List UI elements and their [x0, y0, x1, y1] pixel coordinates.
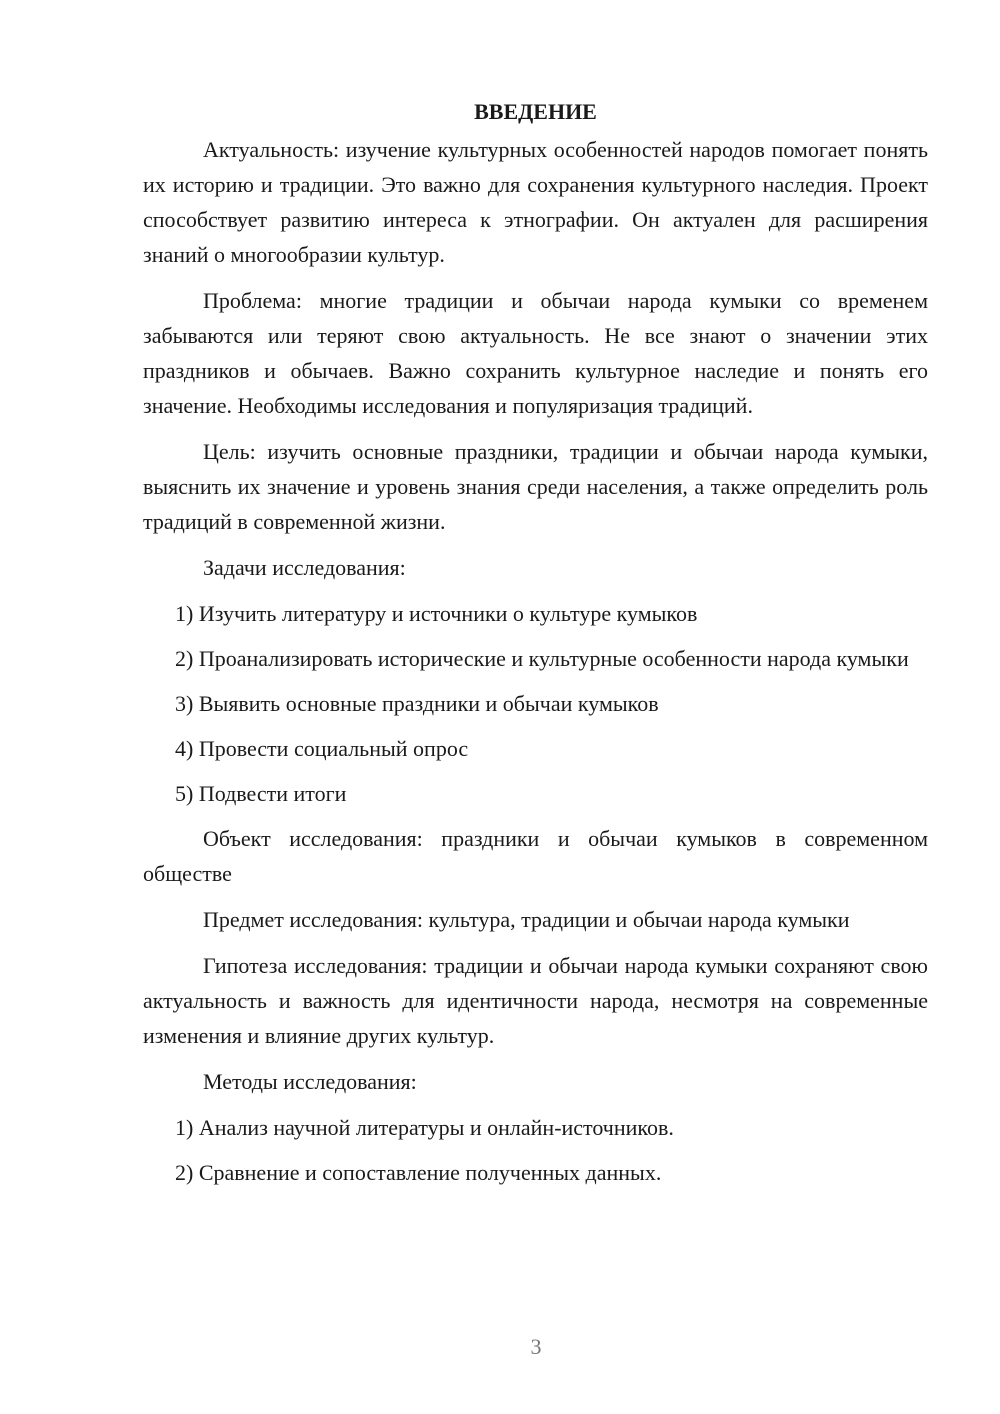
- task-item-5: 5) Подвести итоги: [175, 781, 347, 806]
- section-title: ВВЕДЕНИЕ: [474, 99, 597, 124]
- paragraph-hypothesis: Гипотеза исследования: традиции и обычаи народа кумыки сохраняют свою актуальность и важность для идентичности народа, несмотря на современные изменения и влияние других культур.: [143, 953, 928, 1048]
- method-item-2: 2) Сравнение и сопоставление полученных данных.: [175, 1160, 662, 1185]
- task-item-4: 4) Провести социальный опрос: [175, 736, 469, 761]
- method-item-1: 1) Анализ научной литературы и онлайн-источников.: [175, 1115, 674, 1140]
- task-item-1: 1) Изучить литературу и источники о культуре кумыков: [175, 601, 698, 626]
- paragraph-subject: Предмет исследования: культура, традиции и обычаи народа кумыки: [203, 907, 850, 932]
- paragraph-goal: Цель: изучить основные праздники, традиции и обычаи народа кумыки, выяснить их значение и уровень знания среди населения, а также определить роль традиций в современной жизни.: [143, 439, 928, 534]
- task-item-2: 2) Проанализировать исторические и культурные особенности народа кумыки: [175, 646, 909, 671]
- paragraph-object: Объект исследования: праздники и обычаи кумыков в современном обществе: [143, 826, 928, 886]
- paragraph-problem: Проблема: многие традиции и обычаи народа кумыки со временем забываются или теряют свою актуальность. Не все знают о значении этих праздников и обычаев. Важно сохранить культурное наследие и понять его значение. Необходимы исследования и популяризация традиций.: [143, 288, 928, 418]
- paragraph-relevance: Актуальность: изучение культурных особенностей народов помогает понять их историю и традиции. Это важно для сохранения культурного наследия. Проект способствует развитию интереса к этнографии. Он актуален для расширения знаний о многообразии культур.: [143, 137, 928, 267]
- task-item-3: 3) Выявить основные праздники и обычаи кумыков: [175, 691, 659, 716]
- methods-heading: Методы исследования:: [203, 1069, 417, 1094]
- tasks-heading: Задачи исследования:: [203, 555, 406, 580]
- page-number: 3: [530, 1334, 542, 1359]
- document-page: [143, 94, 928, 1200]
